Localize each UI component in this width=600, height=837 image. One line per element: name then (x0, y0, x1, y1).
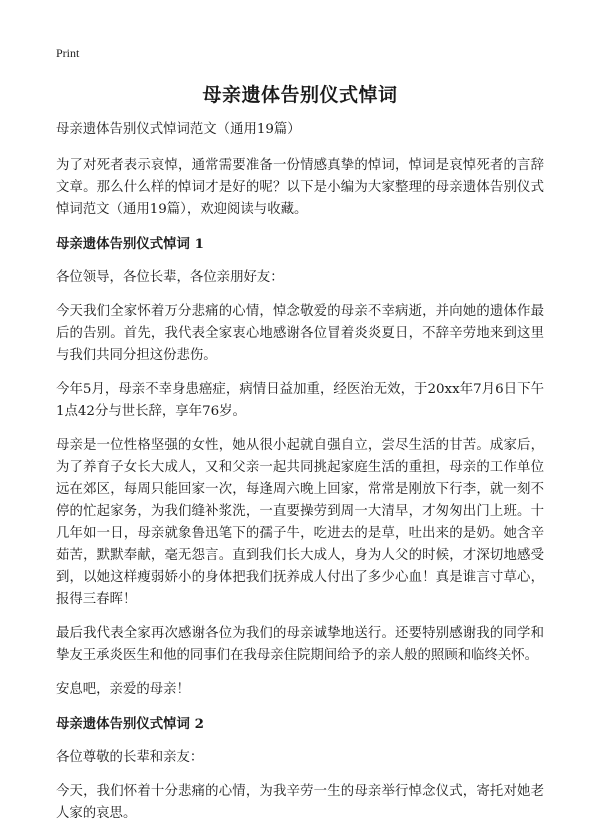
paragraph: 各位尊敬的长辈和亲友： (56, 750, 204, 765)
paragraph: 最后我代表全家再次感谢各位为我们的母亲诚挚地送行。还要特别感谢我的同学和挚友王承炎医生和他的同事们在我母亲住院期间给予的亲人般的照顾和临终关怀。 (56, 626, 544, 663)
paragraph: 今天，我们怀着十分悲痛的心情，为我辛劳一生的母亲举行悼念仪式，寄托对她老人家的哀思。 (56, 784, 544, 821)
paragraph: 各位领导，各位长辈，各位亲朋好友： (56, 270, 284, 285)
print-link[interactable]: Print (56, 46, 80, 60)
document-subtitle: 母亲遗体告别仪式悼词范文（通用19篇） (56, 122, 301, 137)
paragraph: 母亲是一位性格坚强的女性，她从很小起就自强自立，尝尽生活的甘苦。成家后，为了养育子女长大成人，又和父亲一起共同挑起家庭生活的重担，母亲的工作单位远在郊区，每周只能回家一次，每逢周六晚上回家，常常是刚放下行李，就一刻不停的忙起家务，为我们缝补浆洗，一直要操劳到周一大清早，才匆匆出门上班。十几年如一日，母亲就象鲁迅笔下的孺子牛，吃进去的是草，吐出来的是奶。她含辛茹苦，默默奉献，毫无怨言。直到我们长大成人，身为人父的时候，才深切地感受到，以她这样瘦弱娇小的身体把我们抚养成人付出了多少心血！真是谁言寸草心，报得三春晖！ (56, 438, 544, 607)
document-body (56, 119, 544, 837)
section-heading: 母亲遗体告别仪式悼词 1 (56, 236, 204, 252)
intro-paragraph: 为了对死者表示哀悼，通常需要准备一份情感真挚的悼词，悼词是哀悼死者的言辞文章。那么什么样的悼词才是好的呢？以下是小编为大家整理的母亲遗体告别仪式悼词范文（通用19篇），欢迎阅读与收藏。 (56, 158, 544, 217)
page-title: 母亲遗体告别仪式悼词 (202, 84, 398, 106)
paragraph: 今年5月，母亲不幸身患癌症，病情日益加重，经医治无效，于20xx年7月6日下午1点42分与世长辞，享年76岁。 (56, 382, 544, 419)
paragraph: 安息吧，亲爱的母亲！ (56, 682, 190, 697)
section-heading: 母亲遗体告别仪式悼词 2 (56, 716, 204, 732)
paragraph: 今天我们全家怀着万分悲痛的心情，悼念敬爱的母亲不幸病逝，并向她的遗体作最后的告别。首先，我代表全家衷心地感谢各位冒着炎炎夏日，不辞辛劳地来到这里与我们共同分担这份悲伤。 (56, 304, 544, 363)
